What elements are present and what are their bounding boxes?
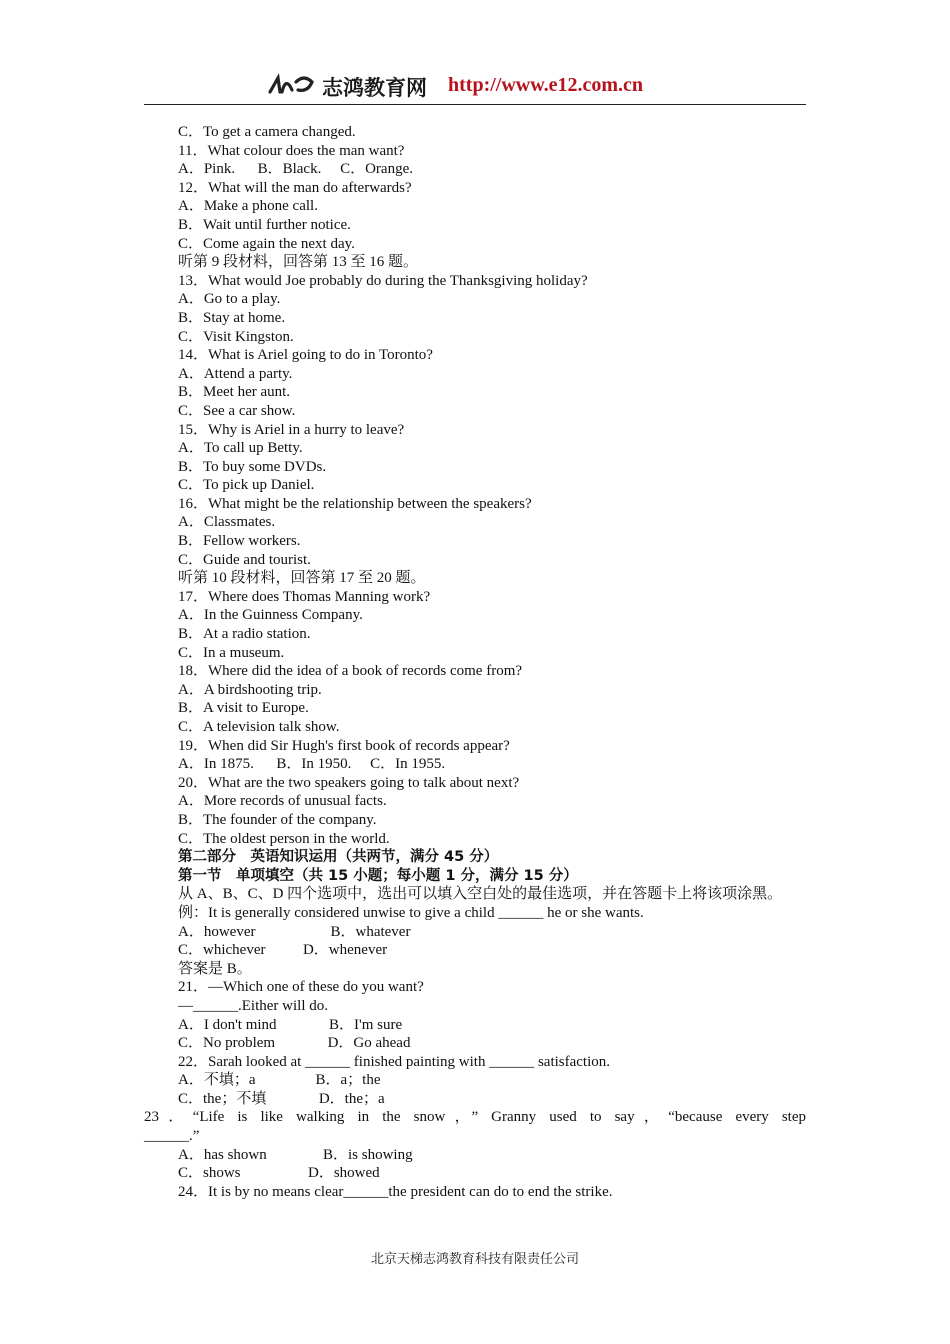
text-line: 17．Where does Thomas Manning work?	[178, 588, 431, 605]
text-line: C．The oldest person in the world.	[178, 830, 390, 847]
text-line: A．A birdshooting trip.	[178, 681, 322, 698]
text-line: 14．What is Ariel going to do in Toronto?	[178, 347, 433, 364]
text-line: B．Fellow workers.	[178, 533, 301, 550]
text-line: C．shows D．showed	[178, 1165, 380, 1182]
text-line: 19．When did Sir Hugh's first book of records appear?	[178, 737, 510, 754]
text-line: A．however B．whatever	[178, 923, 411, 940]
text-line: B．Meet her aunt.	[178, 384, 291, 401]
logo-name: 志鸿教育网	[322, 76, 427, 100]
text-line: C．See a car show.	[178, 402, 296, 419]
text-line: 答案是 B。	[178, 960, 252, 977]
listening-questions	[178, 123, 818, 848]
text-line: 20．What are the two speakers going to talk about next?	[178, 774, 520, 791]
text-line: A．Make a phone call.	[178, 198, 318, 215]
question-23-line2: ______.”	[144, 1128, 200, 1145]
part2-title: 第二部分 英语知识运用（共两节，满分 45 分）	[178, 849, 499, 866]
question-23-line1: 23．“Life is like walking in the snow，” Granny used to say，“because every step	[144, 1109, 806, 1126]
document-body	[144, 123, 818, 1201]
text-line: C．No problem D．Go ahead	[178, 1035, 411, 1052]
text-line: A．Attend a party.	[178, 365, 293, 382]
text-line: A．In 1875. B．In 1950. C．In 1955.	[178, 756, 446, 773]
text-line: 18．Where did the idea of a book of records come from?	[178, 663, 523, 680]
text-line: C．the；不填 D．the；a	[178, 1090, 385, 1107]
text-line: A．More records of unusual facts.	[178, 793, 387, 810]
text-line: B．Stay at home.	[178, 309, 286, 326]
text-line: B．Wait until further notice.	[178, 216, 351, 233]
text-line: A．Classmates.	[178, 514, 276, 531]
text-line: 11．What colour does the man want?	[178, 142, 405, 159]
text-line: B．The founder of the company.	[178, 811, 377, 828]
text-line: C．Visit Kingston.	[178, 328, 294, 345]
text-line: 例：It is generally considered unwise to give a child ______ he or she wants.	[178, 904, 644, 921]
text-line: A．I don't mind B．I'm sure	[178, 1016, 403, 1033]
text-line: 16．What might be the relationship between the speakers?	[178, 495, 532, 512]
text-line: C．To pick up Daniel.	[178, 477, 315, 494]
text-line: 13．What would Joe probably do during the Thanksgiving holiday?	[178, 272, 588, 289]
text-line: B．To buy some DVDs.	[178, 458, 327, 475]
single-choice-questions	[178, 885, 818, 1108]
header-url[interactable]: http://www.e12.com.cn	[448, 74, 643, 96]
text-line: 从 A、B、C、D 四个选项中，选出可以填入空白处的最佳选项，并在答题卡上将该项涂黑。	[178, 886, 783, 903]
text-line: A．To call up Betty.	[178, 440, 303, 457]
section1-title: 第一节 单项填空（共 15 小题；每小题 1 分，满分 15 分）	[178, 867, 578, 884]
text-line: 12．What will the man do afterwards?	[178, 179, 412, 196]
text-line: A．Pink. B．Black. C．Orange.	[178, 161, 413, 178]
text-line: 听第 10 段材料，回答第 17 至 20 题。	[178, 570, 426, 587]
text-line: C．In a museum.	[178, 644, 285, 661]
text-line: C．Guide and tourist.	[178, 551, 311, 568]
text-line: C．Come again the next day.	[178, 235, 355, 252]
text-line: B．At a radio station.	[178, 626, 311, 643]
page-header	[144, 70, 806, 105]
logo-icon	[268, 72, 318, 98]
text-line: A．has shown B．is showing	[178, 1146, 413, 1163]
text-line: A．Go to a play.	[178, 291, 281, 308]
text-line: A．不填；a B．a；the	[178, 1072, 381, 1089]
text-line: 22．Sarah looked at ______ finished painting with ______ satisfaction.	[178, 1053, 611, 1070]
text-line: 听第 9 段材料，回答第 13 至 16 题。	[178, 254, 419, 271]
text-line: B．A visit to Europe.	[178, 700, 309, 717]
text-line: 24．It is by no means clear______the president can do to end the strike.	[178, 1183, 613, 1200]
text-line: C．whichever D．whenever	[178, 942, 388, 959]
text-line: C．A television talk show.	[178, 719, 340, 735]
text-line: 15．Why is Ariel in a hurry to leave?	[178, 421, 405, 438]
text-line: C．To get a camera changed.	[178, 124, 356, 140]
text-line: A．In the Guinness Company.	[178, 607, 363, 624]
page-footer: 北京天梯志鸿教育科技有限责任公司	[370, 1252, 579, 1267]
text-line: —______.Either will do.	[178, 997, 328, 1014]
text-line: 21．—Which one of these do you want?	[178, 979, 424, 996]
single-choice-questions-continued	[178, 1146, 818, 1202]
